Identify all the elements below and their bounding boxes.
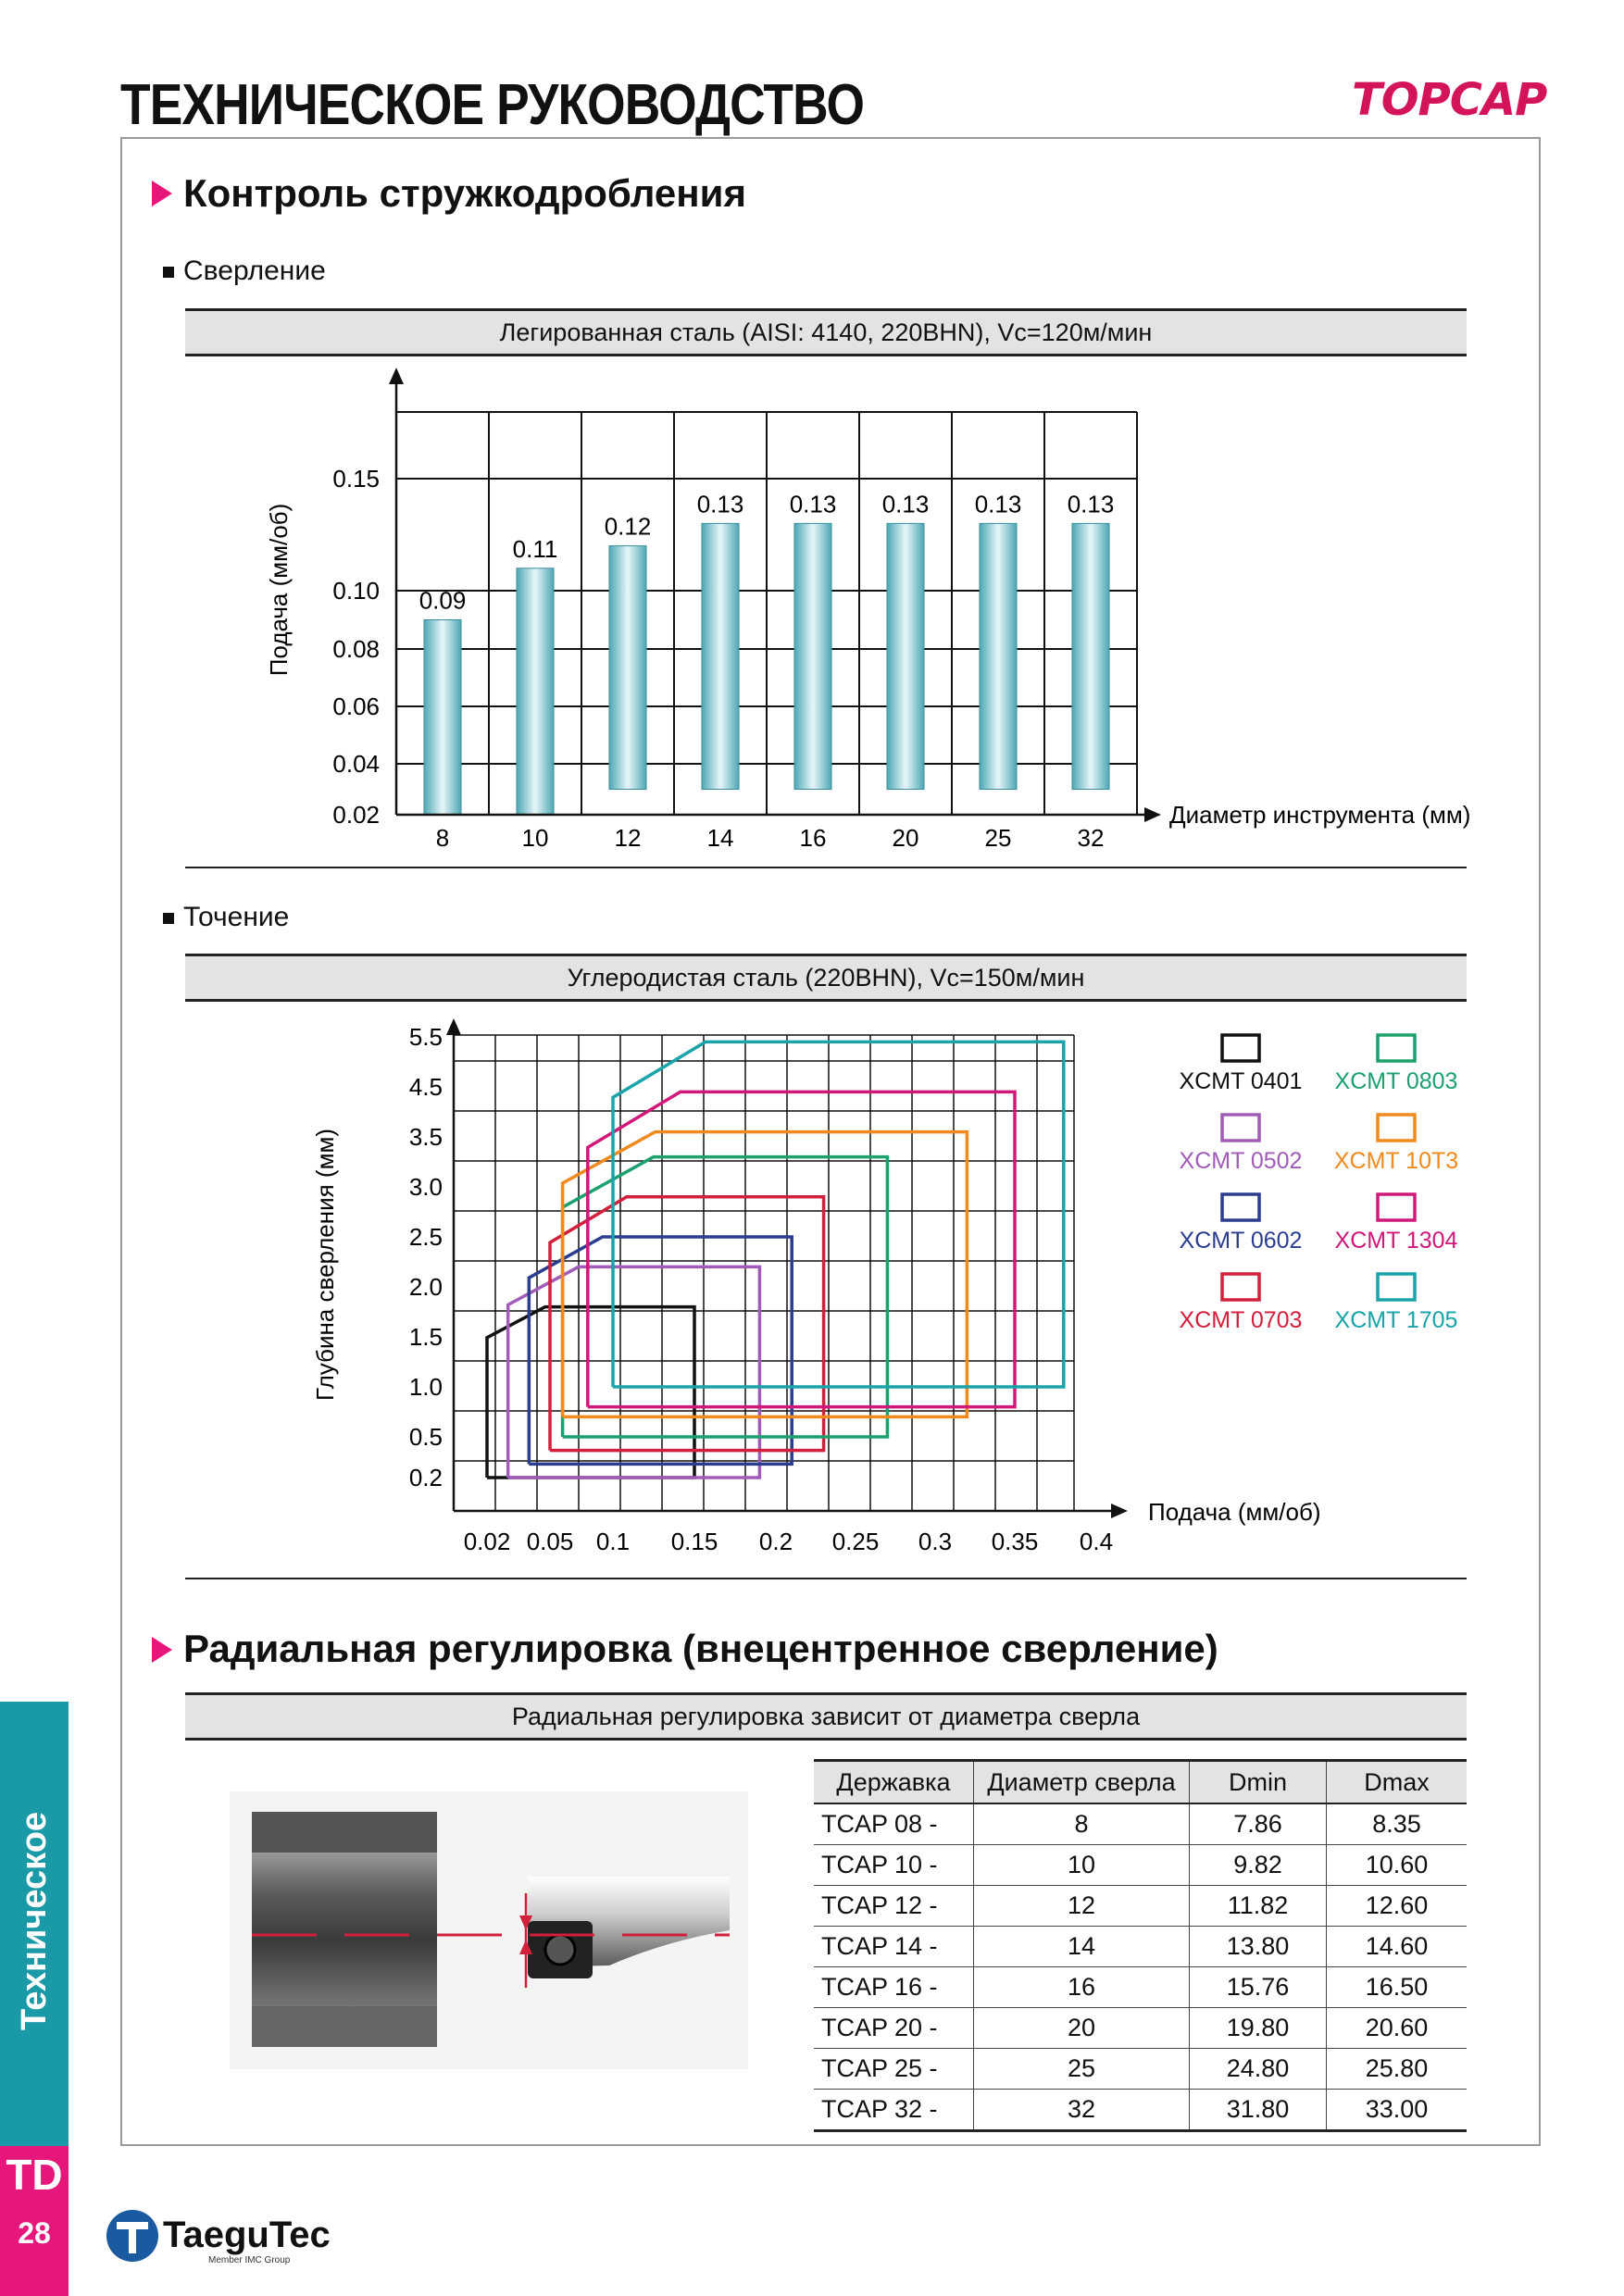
section-divider: [185, 867, 1467, 868]
x-tick-label: 0.2: [758, 1528, 793, 1555]
y-tick-label: 3.0: [408, 1173, 443, 1201]
cell-holder: TCAP 16 -: [814, 1967, 974, 2008]
legend-label: XCMT 0502: [1179, 1148, 1303, 1174]
cell-diameter: 12: [974, 1886, 1190, 1927]
table-row: [814, 1845, 1467, 1886]
table-row: [814, 1886, 1467, 1927]
legend-swatch: [1222, 1194, 1259, 1220]
bar-value-label: 0.13: [1067, 490, 1115, 518]
cell-holder: TCAP 10 -: [814, 1845, 974, 1886]
x-tick-label: 0.1: [595, 1528, 631, 1555]
x-tick-label: 25: [984, 824, 1012, 852]
cell-diameter: 25: [974, 2049, 1190, 2090]
cell-dmin: 11.82: [1190, 1886, 1327, 1927]
bullet-square-icon: [163, 267, 174, 278]
cell-dmax: 16.50: [1327, 1967, 1468, 2008]
page-title: ТЕХНИЧЕСКОЕ РУКОВОДСТВО: [120, 73, 865, 137]
cell-dmax: 20.60: [1327, 2008, 1468, 2049]
bore-wall-bottom: [252, 2006, 437, 2047]
y-tick-label: 2.5: [408, 1223, 443, 1251]
legend-label: XCMT 1705: [1334, 1307, 1458, 1333]
y-tick-label: 0.2: [408, 1464, 443, 1491]
cell-holder: TCAP 20 -: [814, 2008, 974, 2049]
subheading-turning: Точение: [183, 902, 290, 932]
page-number: 28: [18, 2216, 51, 2250]
insert-screw-icon: [545, 1935, 575, 1965]
cell-diameter: 32: [974, 2090, 1190, 2131]
radial-adjustment-table: [814, 1759, 1467, 2132]
series-boundary: [508, 1267, 760, 1478]
y-tick-label: 5.5: [408, 1023, 443, 1051]
radial-conditions-band: Радиальная регулировка зависит от диаметра сверла: [185, 1692, 1467, 1741]
bar-value-label: 0.12: [604, 512, 652, 541]
cell-dmin: 13.80: [1190, 1927, 1327, 1967]
drilling-feed-chart: [185, 356, 1481, 866]
bar: [609, 546, 646, 790]
cell-dmin: 31.80: [1190, 2090, 1327, 2131]
y-tick-label: 0.15: [332, 465, 380, 493]
bar-value-label: 0.13: [789, 490, 837, 518]
section-heading-chip-control: Контроль стружкодробления: [183, 171, 746, 215]
bar: [887, 523, 924, 789]
table-row: [814, 1967, 1467, 2008]
section-marker-icon: [152, 181, 172, 206]
subheading-drilling: Сверление: [183, 256, 326, 286]
series-boundary: [588, 1092, 1015, 1406]
legend-label: XCMT 0803: [1334, 1068, 1458, 1094]
cell-diameter: 14: [974, 1927, 1190, 1967]
cell-dmin: 7.86: [1190, 1803, 1327, 1845]
col-header-drill-diameter: Диаметр сверла: [974, 1761, 1190, 1804]
cell-dmax: 8.35: [1327, 1803, 1468, 1845]
bar: [794, 523, 831, 789]
table-row: [814, 1927, 1467, 1967]
legend-swatch: [1222, 1115, 1259, 1141]
taegutec-logo-icon: [104, 2207, 161, 2265]
x-tick-label: 0.3: [918, 1528, 953, 1555]
y-tick-label: 0.08: [332, 635, 380, 663]
col-header-dmax: Dmax: [1327, 1761, 1468, 1804]
cell-dmin: 24.80: [1190, 2049, 1327, 2090]
drilling-y-axis-label: Подача (мм/об): [265, 503, 293, 677]
drilling-x-axis-label: Диаметр инструмента (мм): [1169, 801, 1471, 829]
bullet-square-icon: [163, 913, 174, 924]
col-header-dmin: Dmin: [1190, 1761, 1327, 1804]
bar-value-label: 0.13: [696, 490, 744, 518]
side-tab-label: Техническое руководство: [15, 1809, 119, 2033]
bar: [980, 523, 1017, 789]
x-tick-label: 0.05: [526, 1528, 574, 1555]
legend-swatch: [1222, 1274, 1259, 1300]
section-heading-radial: Радиальная регулировка (внецентренное сверление): [183, 1627, 1218, 1670]
legend-swatch: [1378, 1115, 1415, 1141]
cell-diameter: 16: [974, 1967, 1190, 2008]
cell-dmax: 33.00: [1327, 2090, 1468, 2131]
turning-y-axis-label: Глубина сверления (мм): [311, 1129, 339, 1401]
cell-diameter: 8: [974, 1803, 1190, 1845]
cell-dmax: 14.60: [1327, 1927, 1468, 1967]
table-row: [814, 2090, 1467, 2131]
cell-holder: TCAP 25 -: [814, 2049, 974, 2090]
cell-holder: TCAP 32 -: [814, 2090, 974, 2131]
section-marker-icon: [152, 1637, 172, 1663]
topcap-logo: TOPCAP: [1352, 74, 1547, 126]
x-tick-label: 0.4: [1079, 1528, 1114, 1555]
x-axis-arrow-icon: [1111, 1504, 1128, 1518]
y-tick-label: 0.02: [332, 801, 380, 829]
table-row: [814, 1803, 1467, 1845]
legend-label: XCMT 0703: [1179, 1307, 1303, 1333]
drilling-conditions-band: Легированная сталь (AISI: 4140, 220BHN), Vc=120м/мин: [185, 308, 1467, 356]
cell-diameter: 20: [974, 2008, 1190, 2049]
x-tick-label: 8: [435, 824, 450, 852]
cell-holder: TCAP 14 -: [814, 1927, 974, 1967]
bar: [517, 568, 554, 815]
drill-offset-illustration: [230, 1791, 748, 2069]
legend-swatch: [1222, 1035, 1259, 1061]
turning-depth-feed-chart: [185, 1005, 1481, 1579]
cell-holder: TCAP 12 -: [814, 1886, 974, 1927]
bar-value-label: 0.09: [418, 586, 467, 615]
y-tick-label: 3.5: [408, 1123, 443, 1151]
legend-swatch: [1378, 1274, 1415, 1300]
y-tick-label: 1.5: [408, 1323, 443, 1351]
cell-dmin: 15.76: [1190, 1967, 1327, 2008]
y-axis-arrow-icon: [389, 368, 404, 384]
x-tick-label: 0.15: [670, 1528, 718, 1555]
table-row: [814, 2008, 1467, 2049]
cell-dmax: 12.60: [1327, 1886, 1468, 1927]
bar: [1072, 523, 1109, 789]
y-tick-label: 0.5: [408, 1423, 443, 1451]
x-tick-label: 16: [799, 824, 827, 852]
y-tick-label: 2.0: [408, 1273, 443, 1301]
x-tick-label: 10: [521, 824, 549, 852]
y-tick-label: 4.5: [408, 1073, 443, 1101]
x-tick-label: 0.02: [463, 1528, 511, 1555]
cell-dmax: 10.60: [1327, 1845, 1468, 1886]
turning-x-axis-label: Подача (мм/об): [1148, 1498, 1321, 1526]
x-tick-label: 20: [892, 824, 919, 852]
footer-brand: TaeguTec: [163, 2215, 331, 2255]
bar-value-label: 0.11: [512, 534, 558, 563]
y-tick-label: 0.04: [332, 750, 380, 778]
col-header-holder: Державка: [814, 1761, 974, 1804]
x-tick-label: 32: [1077, 824, 1105, 852]
cell-diameter: 10: [974, 1845, 1190, 1886]
y-tick-label: 1.0: [408, 1373, 443, 1401]
y-tick-label: 0.06: [332, 693, 380, 720]
bar: [424, 620, 461, 816]
cell-holder: TCAP 08 -: [814, 1803, 974, 1845]
legend-label: XCMT 0401: [1179, 1068, 1303, 1094]
legend-swatch: [1378, 1194, 1415, 1220]
x-tick-label: 0.25: [831, 1528, 880, 1555]
bar-value-label: 0.13: [974, 490, 1022, 518]
series-boundary: [550, 1197, 824, 1451]
section-divider: [185, 1578, 1467, 1579]
series-boundary: [563, 1157, 888, 1437]
turning-conditions-band: Углеродистая сталь (220BHN), Vc=150м/мин: [185, 954, 1467, 1002]
legend-label: XCMT 0602: [1179, 1228, 1303, 1254]
cell-dmin: 9.82: [1190, 1845, 1327, 1886]
x-tick-label: 12: [614, 824, 642, 852]
y-axis-arrow-icon: [446, 1018, 461, 1035]
bore-wall-top: [252, 1812, 437, 1853]
footer-brand-sub: Member IMC Group: [208, 2255, 291, 2265]
y-tick-label: 0.10: [332, 577, 380, 605]
bar: [702, 523, 739, 789]
table-header-row: [814, 1761, 1467, 1804]
legend-swatch: [1378, 1035, 1415, 1061]
legend-label: XCMT 1304: [1334, 1228, 1458, 1254]
table-row: [814, 2049, 1467, 2090]
x-axis-arrow-icon: [1144, 807, 1161, 822]
x-tick-label: 0.35: [991, 1528, 1039, 1555]
legend-label: XCMT 10T3: [1333, 1148, 1459, 1174]
section-code: TD: [6, 2151, 63, 2199]
cell-dmax: 25.80: [1327, 2049, 1468, 2090]
x-tick-label: 14: [706, 824, 734, 852]
cell-dmin: 19.80: [1190, 2008, 1327, 2049]
bar-value-label: 0.13: [881, 490, 930, 518]
